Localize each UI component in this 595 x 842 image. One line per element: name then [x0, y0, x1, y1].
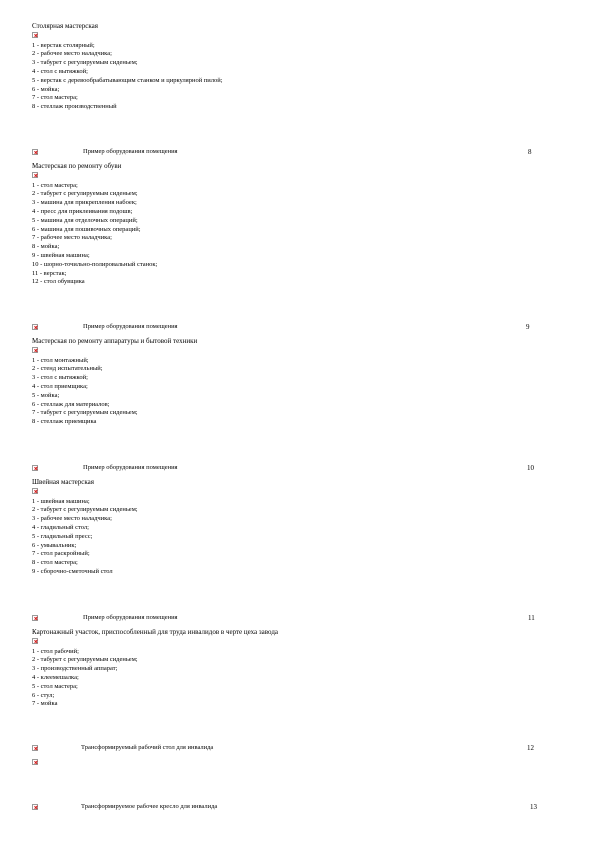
caption-row — [32, 323, 38, 332]
item-list — [32, 648, 278, 710]
section-title: Столярная мастерская — [32, 22, 98, 30]
list-item: 6 - стул; — [32, 691, 55, 699]
page-number: 12 — [527, 744, 534, 752]
list-item: 9 - швейная машина; — [32, 251, 90, 259]
list-item: 7 - стол мастера; — [32, 94, 78, 102]
broken-image-icon — [32, 149, 38, 155]
section-shoe-repair — [32, 162, 157, 287]
broken-image-icon — [32, 804, 38, 810]
list-item: 1 - стол монтажный; — [32, 356, 89, 364]
broken-image-icon — [32, 745, 38, 751]
page-number: 9 — [526, 323, 530, 331]
section-cardboard — [32, 628, 278, 709]
list-item: 10 - шорно-точильно-полировальный станок; — [32, 260, 158, 268]
list-item: 2 - рабочее место наладчика; — [32, 50, 112, 58]
broken-image-icon — [32, 488, 138, 497]
list-item: 2 - табурет с регулируемым сиденьем; — [32, 506, 138, 514]
list-item: 6 - умывальник; — [32, 541, 77, 549]
list-item: 1 - стол мастера; — [32, 181, 78, 189]
broken-image-icon — [32, 465, 38, 471]
broken-image-icon — [32, 638, 278, 647]
broken-image-icon — [32, 32, 223, 41]
list-item: 2 - табурет с регулируемым сиденьем; — [32, 190, 138, 198]
figure-caption: Пример оборудования помещения — [83, 464, 178, 471]
page-number: 8 — [528, 148, 532, 156]
list-item: 1 - швейная машина; — [32, 497, 90, 505]
section-title: Мастерская по ремонту обуви — [32, 162, 122, 170]
section-carpentry — [32, 22, 223, 112]
list-item: 4 - клеемешалка; — [32, 673, 79, 681]
list-item: 5 - гладильный пресс; — [32, 532, 93, 540]
list-item: 5 - мойка; — [32, 391, 60, 399]
list-item: 4 - стол с вытяжкой; — [32, 67, 88, 75]
list-item: 3 - производственный аппарат; — [32, 665, 118, 673]
list-item: 2 - табурет с регулируемым сиденьем; — [32, 656, 138, 664]
list-item: 2 - стенд испытательный; — [32, 365, 103, 373]
list-item: 3 - рабочее место наладчика; — [32, 515, 112, 523]
broken-image-icon — [32, 347, 197, 356]
figure-caption: Пример оборудования помещения — [83, 614, 178, 621]
list-item: 8 - стеллаж приемщика — [32, 418, 97, 426]
list-item: 6 - мойка; — [32, 85, 60, 93]
list-item: 12 - стол обувщика — [32, 278, 85, 286]
caption-row — [32, 148, 38, 157]
list-item: 6 - машина для пошивочных операций; — [32, 225, 141, 233]
section-appliance-repair — [32, 337, 197, 427]
page-number: 13 — [530, 803, 537, 811]
list-item: 7 - рабочее место наладчика; — [32, 234, 112, 242]
list-item: 11 - верстак; — [32, 269, 67, 277]
list-item: 7 - стол раскройный; — [32, 550, 90, 558]
broken-image-icon — [32, 172, 157, 181]
list-item: 6 - стеллаж для материалов; — [32, 400, 110, 408]
section-sewing — [32, 478, 138, 577]
list-item: 4 - гладильный стол; — [32, 523, 89, 531]
broken-image-icon — [32, 758, 38, 767]
list-item: 1 - верстак столярный; — [32, 41, 95, 49]
section-title: Картонажный участок, приспособленный для труда инвалидов в черте цеха завода — [32, 628, 279, 636]
broken-image-icon — [32, 615, 38, 621]
list-item: 8 - стол мастера; — [32, 559, 78, 567]
list-item: 4 - стол приемщика; — [32, 382, 88, 390]
figure-caption: Пример оборудования помещения — [83, 323, 178, 330]
list-item: 3 - стол с вытяжкой; — [32, 374, 88, 382]
figure-caption: Трансформируемое рабочее кресло для инвалида — [81, 803, 218, 810]
figure-caption: Трансформируемый рабочий стол для инвалида — [81, 744, 214, 751]
broken-image-icon — [32, 324, 38, 330]
item-list — [32, 498, 138, 577]
list-item: 5 - машина для отделочных операций; — [32, 216, 138, 224]
list-item: 5 - верстак с деревообрабатывающим станком и циркулярной пилой; — [32, 76, 223, 84]
list-item: 4 - пресс для приклеивания подошв; — [32, 207, 133, 215]
list-item: 7 - табурет с регулируемым сиденьем; — [32, 409, 138, 417]
list-item: 1 - стол рабочий; — [32, 647, 79, 655]
figure-caption: Пример оборудования помещения — [83, 148, 178, 155]
caption-row — [32, 464, 38, 473]
section-title: Мастерская по ремонту аппаратуры и бытовой техники — [32, 337, 198, 345]
page-number: 11 — [528, 614, 535, 622]
list-item: 5 - стол мастера; — [32, 682, 78, 690]
list-item: 8 - мойка; — [32, 243, 60, 251]
section-title: Швейная мастерская — [32, 478, 94, 486]
item-list — [32, 182, 157, 288]
caption-row — [32, 803, 38, 812]
list-item: 7 - мойка — [32, 700, 58, 708]
caption-row — [32, 744, 38, 753]
list-item: 3 - машина для прикрепления набоек; — [32, 199, 137, 207]
item-list — [32, 357, 197, 427]
list-item: 3 - табурет с регулируемым сиденьем; — [32, 59, 138, 67]
caption-row — [32, 614, 38, 623]
page-number: 10 — [527, 464, 534, 472]
item-list — [32, 42, 223, 112]
list-item: 9 - сборочно-сметочный стол — [32, 567, 113, 575]
list-item: 8 - стеллаж производственный — [32, 103, 117, 111]
